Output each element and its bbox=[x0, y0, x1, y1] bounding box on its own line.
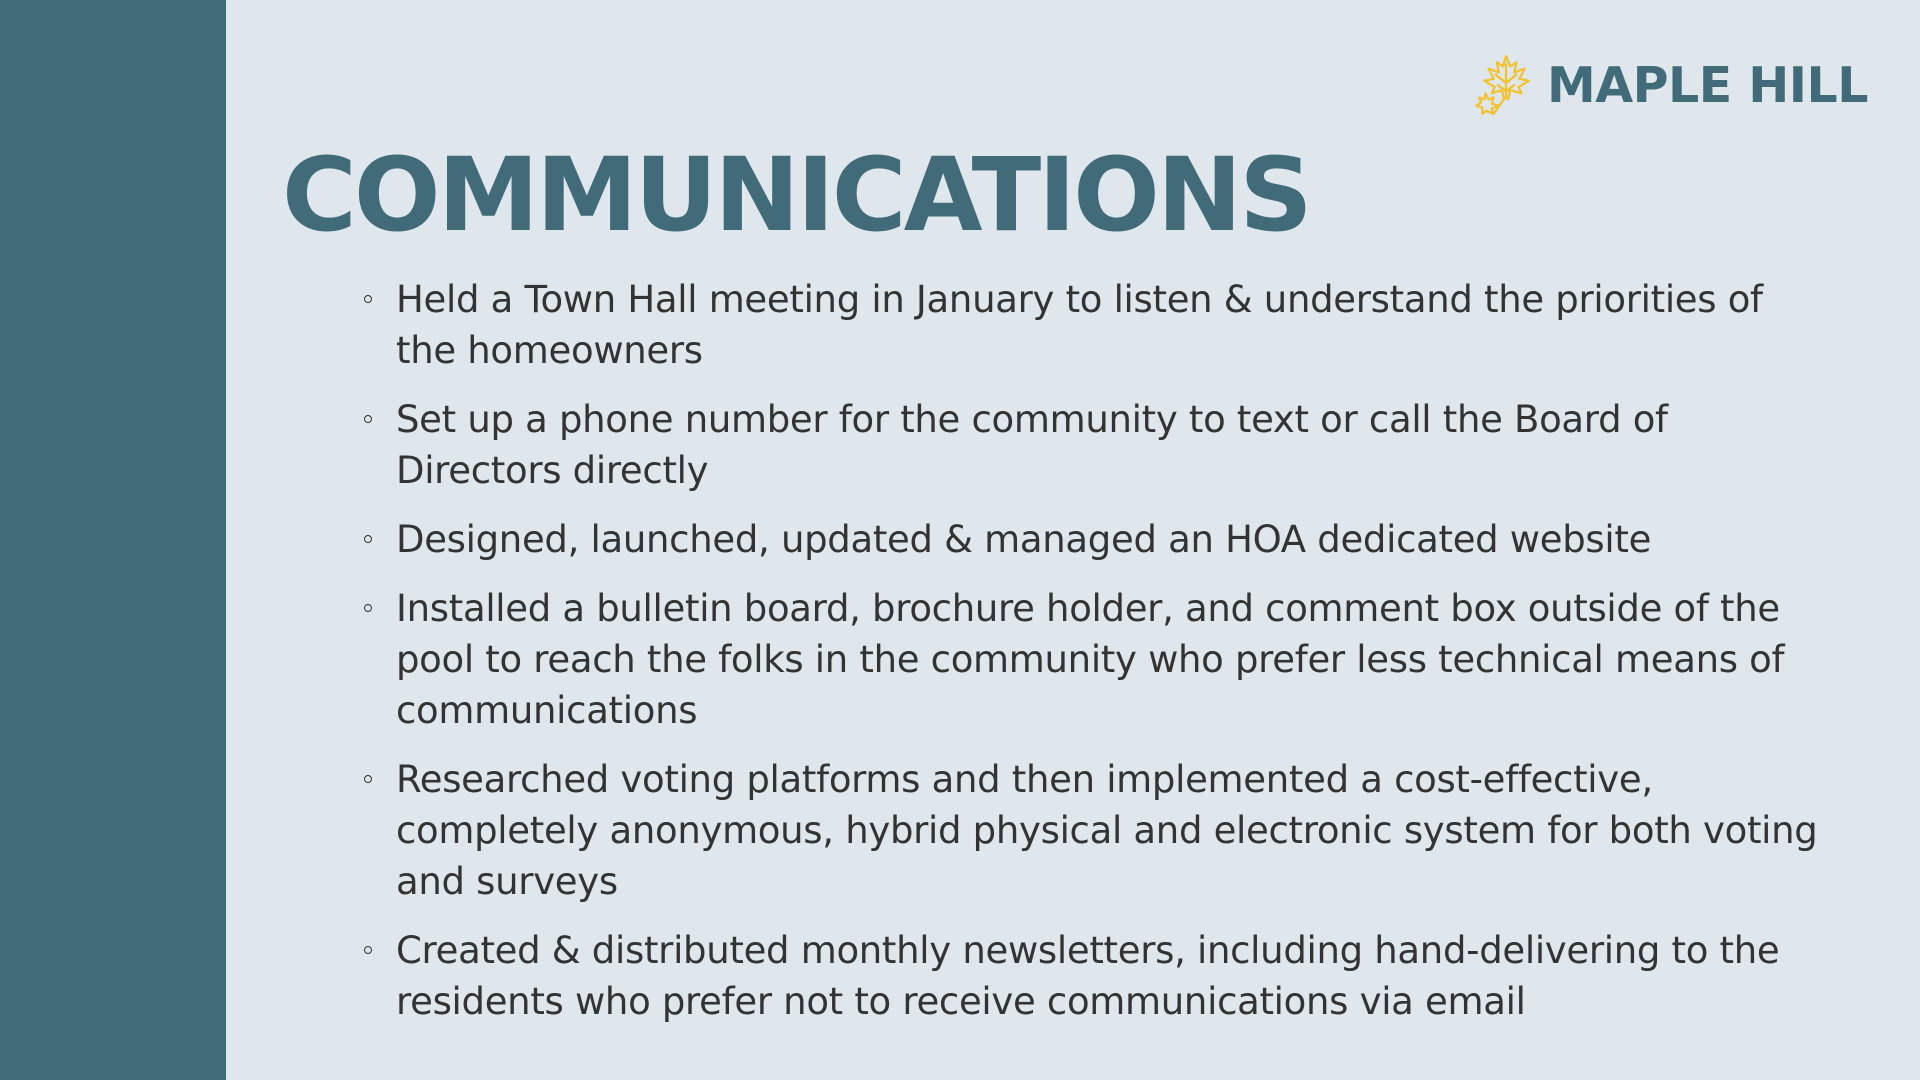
circle-bullet-icon bbox=[364, 535, 372, 543]
circle-bullet-icon bbox=[364, 295, 372, 303]
list-item bbox=[362, 925, 1832, 1027]
list-item bbox=[362, 583, 1832, 736]
maple-leaf-icon bbox=[1471, 52, 1537, 118]
list-item bbox=[362, 754, 1832, 907]
sidebar-band bbox=[0, 0, 226, 1080]
bullet-list bbox=[362, 274, 1832, 1045]
circle-bullet-icon bbox=[364, 415, 372, 423]
circle-bullet-icon bbox=[364, 604, 372, 612]
page-title: COMMUNICATIONS bbox=[282, 136, 1310, 255]
list-item bbox=[362, 274, 1832, 376]
list-item bbox=[362, 514, 1832, 565]
list-item-text: Created & distributed monthly newsletters, including hand-delivering to the residents who prefer not to receive communications via email bbox=[396, 929, 1780, 1023]
brand-logo bbox=[1471, 52, 1868, 118]
list-item-text: Designed, launched, updated & managed an HOA dedicated website bbox=[396, 518, 1652, 561]
list-item-text: Installed a bulletin board, brochure holder, and comment box outside of the pool to reach the folks in the community who prefer less technical means of communications bbox=[396, 587, 1785, 732]
brand-name: MAPLE HILL bbox=[1546, 56, 1868, 114]
list-item bbox=[362, 394, 1832, 496]
circle-bullet-icon bbox=[364, 946, 372, 954]
list-item-text: Set up a phone number for the community to text or call the Board of Directors directly bbox=[396, 398, 1668, 492]
list-item-text: Researched voting platforms and then implemented a cost-effective, completely anonymous, hybrid physical and electronic system for both voting and surveys bbox=[396, 758, 1818, 903]
circle-bullet-icon bbox=[364, 775, 372, 783]
list-item-text: Held a Town Hall meeting in January to listen & understand the priorities of the homeowners bbox=[396, 278, 1763, 372]
